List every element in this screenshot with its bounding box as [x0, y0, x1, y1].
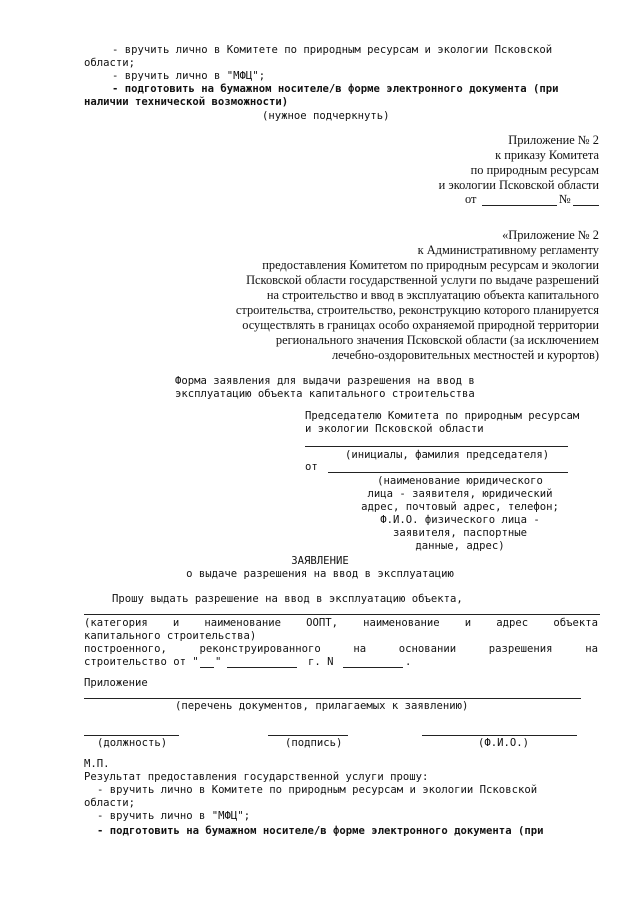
option-deliver-committee-cont: области; [84, 57, 136, 69]
option-deliver-committee: - вручить лично в Комитете по природным ресурсам и экологии Псковской [112, 44, 553, 56]
chairman-caption: (инициалы, фамилия председателя) [345, 449, 550, 461]
appendix-line: по природным ресурсам [470, 163, 599, 177]
permit-quote: " [215, 656, 222, 668]
permit-number-line [343, 667, 403, 668]
regulation-line: осуществлять в границах особо охраняемой природной территории [242, 318, 599, 332]
permit-month-line [227, 667, 297, 668]
position-line [84, 735, 179, 736]
regulation-line: на строительство и ввод в эксплуатацию объекта капитального [266, 288, 599, 302]
object-line [84, 614, 600, 615]
option-deliver-committee: - вручить лично в Комитете по природным ресурсам и экологии Псковской [97, 784, 538, 796]
chairman-name-line [305, 446, 568, 447]
seal-label: М.П. [84, 758, 110, 770]
applicant-caption: лица - заявителя, юридический [367, 488, 553, 500]
appendix-date-label: от [465, 192, 477, 206]
addressee-line: Председателю Комитета по природным ресурсам [305, 410, 580, 422]
statement-heading: ЗАЯВЛЕНИЕ [291, 555, 349, 567]
addressee-line: и экологии Псковской области [305, 423, 484, 435]
result-label: Результат предоставления государственной услуги прошу: [84, 771, 429, 783]
signature-line [268, 735, 348, 736]
attachment-caption: (перечень документов, прилагаемых к заявлению) [175, 700, 469, 712]
underline-note: (нужное подчеркнуть) [262, 110, 390, 122]
applicant-caption: (наименование юридического [377, 475, 543, 487]
regulation-appendix-title: «Приложение № 2 [502, 228, 599, 242]
permit-period: . [405, 656, 412, 668]
regulation-line: Псковской области государственной услуги по выдаче разрешений [246, 273, 599, 287]
regulation-line: строительства, строительство, реконструкцию которого планируется [235, 303, 599, 317]
appendix-number-line [573, 205, 599, 206]
applicant-caption: адрес, почтовый адрес, телефон; [361, 501, 559, 513]
permit-day-line [200, 667, 214, 668]
option-prepare-document-cont: наличии технической возможности) [84, 96, 289, 108]
applicant-caption: данные, адрес) [415, 540, 505, 552]
object-caption: (категория и наименование ООПТ, наименование и адрес объекта [84, 617, 598, 629]
option-deliver-mfc: - вручить лично в "МФЦ"; [97, 810, 251, 822]
applicant-caption: заявителя, паспортные [393, 527, 527, 539]
regulation-line: лечебно-оздоровительных местностей и курортов) [331, 348, 599, 362]
regulation-line: к Административному регламенту [417, 243, 599, 257]
permit-prefix: строительство от " [84, 656, 199, 668]
position-caption: (должность) [97, 737, 168, 749]
request-text: Прошу выдать разрешение на ввод в эксплуатацию объекта, [112, 593, 463, 605]
fullname-line [422, 735, 577, 736]
option-prepare-document: - подготовить на бумажном носителе/в форме электронного документа (при [97, 825, 544, 837]
attachment-line [84, 698, 581, 699]
option-deliver-committee-cont: области; [84, 797, 136, 809]
option-deliver-mfc: - вручить лично в "МФЦ"; [112, 70, 266, 82]
attachment-label: Приложение [84, 677, 148, 689]
built-line: построенного, реконструированного на основании разрешения на [84, 643, 598, 655]
object-caption-cont: капитального строительства) [84, 630, 257, 642]
form-title-cont: эксплуатацию объекта капитального строительства [175, 388, 475, 400]
form-title: Форма заявления для выдачи разрешения на ввод в [175, 375, 475, 387]
appendix-line: и экологии Псковской области [438, 178, 599, 192]
regulation-line: регионального значения Псковской области (за исключением [275, 333, 599, 347]
option-prepare-document: - подготовить на бумажном носителе/в форме электронного документа (при [112, 83, 559, 95]
appendix-number-label: № [559, 192, 571, 206]
regulation-line: предоставления Комитетом по природным ресурсам и экологии [262, 258, 599, 272]
applicant-caption: Ф.И.О. физического лица - [380, 514, 540, 526]
fullname-caption: (Ф.И.О.) [478, 737, 530, 749]
appendix-date-line [482, 205, 557, 206]
from-label: от [305, 461, 318, 473]
applicant-line [328, 472, 568, 473]
statement-subheading: о выдаче разрешения на ввод в эксплуатацию [186, 568, 454, 580]
appendix-title: Приложение № 2 [508, 133, 599, 147]
permit-year-number: г. N [308, 656, 334, 668]
appendix-line: к приказу Комитета [495, 148, 599, 162]
signature-caption: (подпись) [285, 737, 343, 749]
